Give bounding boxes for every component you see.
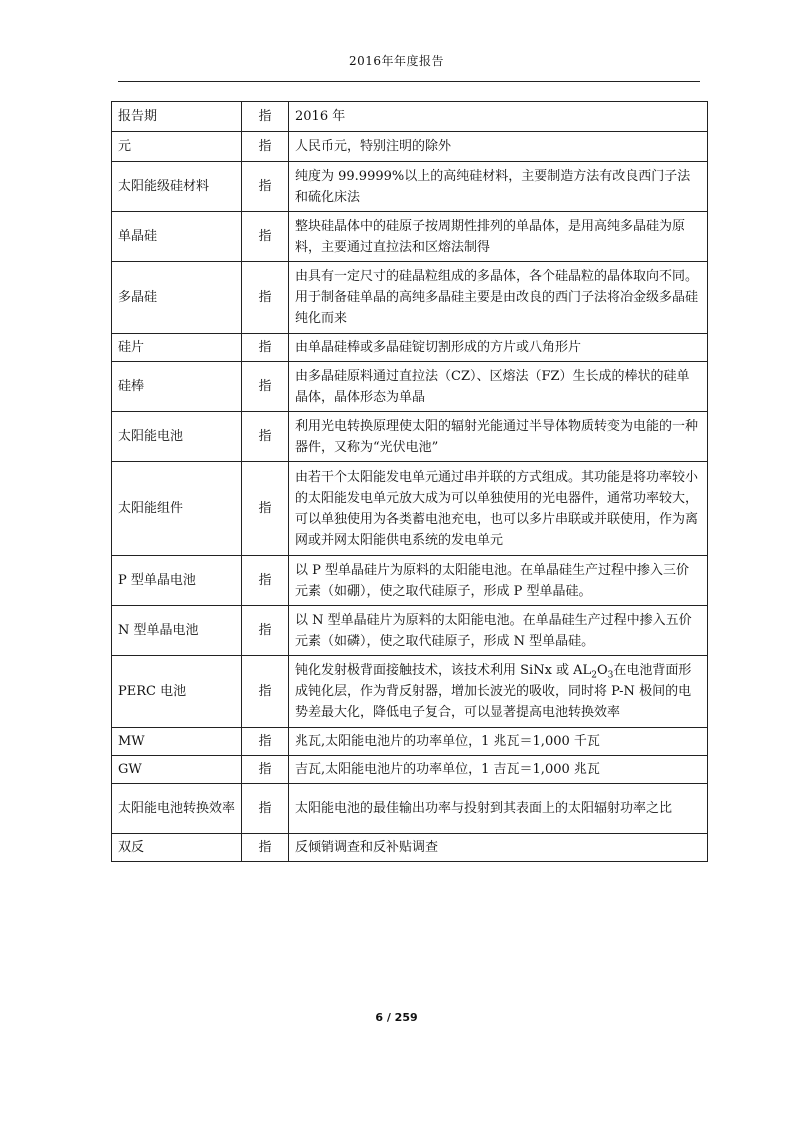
definition-cell: 整块硅晶体中的硅原子按周期性排列的单晶体，是用高纯多晶硅为原料，主要通过直拉法和区熔法制得: [289, 212, 708, 262]
definition-text-mid: O: [596, 663, 608, 678]
connector-cell: 指: [242, 212, 289, 262]
connector-cell: 指: [242, 462, 289, 556]
table-row: [112, 656, 708, 728]
definition-text-post: 在电池背面形成钝化层，作为背反射器，增加长波光的吸收，同时将 P-N 极间的电势差最大化，降低电子复合，可以显著提高电池转换效率: [295, 663, 692, 720]
connector-cell: 指: [242, 834, 289, 862]
term-cell: 多晶硅: [112, 262, 242, 334]
definition-cell: 兆瓦,太阳能电池片的功率单位，1 兆瓦＝1,000 千瓦: [289, 728, 708, 756]
definition-cell: 以 N 型单晶硅片为原料的太阳能电池。在单晶硅生产过程中掺入五价元素（如磷），使之取代硅原子，形成 N 型单晶硅。: [289, 606, 708, 656]
term-cell: 太阳能电池转换效率: [112, 784, 242, 834]
term-cell: 太阳能电池: [112, 412, 242, 462]
term-cell: GW: [112, 756, 242, 784]
table-row: [112, 102, 708, 132]
connector-cell: 指: [242, 556, 289, 606]
glossary-table: [111, 101, 708, 862]
connector-cell: 指: [242, 784, 289, 834]
definition-cell: 由具有一定尺寸的硅晶粒组成的多晶体，各个硅晶粒的晶体取向不同。用于制备硅单晶的高纯多晶硅主要是由改良的西门子法将冶金级多晶硅纯化而来: [289, 262, 708, 334]
header-divider: [118, 81, 700, 82]
term-cell: N 型单晶电池: [112, 606, 242, 656]
definition-cell: 由单晶硅棒或多晶硅锭切割形成的方片或八角形片: [289, 334, 708, 362]
definition-cell: [289, 656, 708, 728]
definition-cell: 吉瓦,太阳能电池片的功率单位，1 吉瓦＝1,000 兆瓦: [289, 756, 708, 784]
connector-cell: 指: [242, 334, 289, 362]
connector-cell: 指: [242, 262, 289, 334]
definition-cell: 以 P 型单晶硅片为原料的太阳能电池。在单晶硅生产过程中掺入三价元素（如硼），使之取代硅原子，形成 P 型单晶硅。: [289, 556, 708, 606]
connector-cell: 指: [242, 606, 289, 656]
table-row: [112, 362, 708, 412]
term-cell: PERC 电池: [112, 656, 242, 728]
page-number: 6 / 259: [375, 1011, 418, 1024]
report-header-title: 2016年年度报告: [348, 54, 445, 68]
term-cell: 硅棒: [112, 362, 242, 412]
term-cell: 硅片: [112, 334, 242, 362]
subscript-two: 2: [591, 670, 597, 681]
definition-cell: 太阳能电池的最佳输出功率与投射到其表面上的太阳辐射功率之比: [289, 784, 708, 834]
definition-cell: 纯度为 99.9999%以上的高纯硅材料，主要制造方法有改良西门子法和硫化床法: [289, 162, 708, 212]
definition-cell: 利用光电转换原理使太阳的辐射光能通过半导体物质转变为电能的一种器件，又称为“光伏电池”: [289, 412, 708, 462]
table-row: [112, 756, 708, 784]
term-cell: 太阳能级硅材料: [112, 162, 242, 212]
term-cell: 元: [112, 132, 242, 162]
definition-cell: 反倾销调查和反补贴调查: [289, 834, 708, 862]
connector-cell: 指: [242, 102, 289, 132]
definition-text-pre: 钝化发射极背面接触技术，该技术利用 SiNx 或 AL: [295, 663, 592, 678]
definition-cell: 2016 年: [289, 102, 708, 132]
connector-cell: 指: [242, 756, 289, 784]
connector-cell: 指: [242, 412, 289, 462]
connector-cell: 指: [242, 162, 289, 212]
term-cell: MW: [112, 728, 242, 756]
table-row: [112, 412, 708, 462]
term-cell: 双反: [112, 834, 242, 862]
connector-cell: 指: [242, 728, 289, 756]
definition-cell: 由多晶硅原料通过直拉法（CZ）、区熔法（FZ）生长成的棒状的硅单晶体，晶体形态为单晶: [289, 362, 708, 412]
connector-cell: 指: [242, 362, 289, 412]
term-cell: P 型单晶电池: [112, 556, 242, 606]
term-cell: 太阳能组件: [112, 462, 242, 556]
table-row: [112, 132, 708, 162]
term-cell: 报告期: [112, 102, 242, 132]
table-row: [112, 784, 708, 834]
definition-cell: 由若干个太阳能发电单元通过串并联的方式组成。其功能是将功率较小的太阳能发电单元放大成为可以单独使用的光电器件，通常功率较大，可以单独使用为各类蓄电池充电，也可以多片串联或并联使用，作为离网或并网太阳能供电系统的发电单元: [289, 462, 708, 556]
table-row: [112, 212, 708, 262]
connector-cell: 指: [242, 132, 289, 162]
definition-cell: 人民币元，特别注明的除外: [289, 132, 708, 162]
table-row: [112, 834, 708, 862]
table-row: [112, 162, 708, 212]
table-row: [112, 606, 708, 656]
table-row: [112, 334, 708, 362]
table-row: [112, 262, 708, 334]
table-row: [112, 462, 708, 556]
table-row: [112, 728, 708, 756]
connector-cell: 指: [242, 656, 289, 728]
subscript-three: 3: [607, 670, 614, 681]
table-row: [112, 556, 708, 606]
term-cell: 单晶硅: [112, 212, 242, 262]
